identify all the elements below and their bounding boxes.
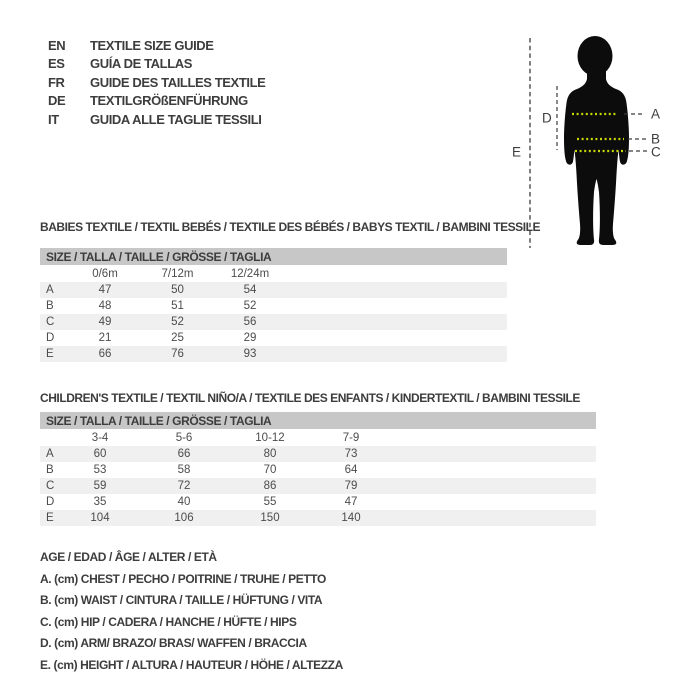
value-cell: 49 <box>98 316 112 328</box>
value-cell: 86 <box>263 480 277 492</box>
legend-waist-line: B. (cm) WAIST / CINTURA / TAILLE / HÜFTUNG / VITA <box>40 593 323 607</box>
value-cell: 140 <box>341 512 361 524</box>
row-label: B <box>46 300 54 312</box>
value-cell: 54 <box>243 284 257 296</box>
guide-title-fr: GUIDE DES TAILLES TEXTILE <box>90 74 266 90</box>
language-code: EN <box>48 37 66 53</box>
age-column: 12/24m <box>230 267 270 280</box>
age-column: 7/12m <box>161 267 194 280</box>
value-cell: 73 <box>344 448 358 460</box>
value-cell: 106 <box>174 512 194 524</box>
table-row <box>40 510 596 526</box>
value-cell: 52 <box>171 316 184 328</box>
value-cell: 47 <box>344 496 358 508</box>
age-column: 5-6 <box>175 431 193 444</box>
value-cell: 64 <box>344 464 358 476</box>
row-label: C <box>46 316 55 328</box>
value-cell: 29 <box>243 332 257 344</box>
row-label: D <box>46 332 55 344</box>
age-column: 7-9 <box>342 431 360 444</box>
row-label: D <box>46 496 55 508</box>
language-code: ES <box>48 56 65 72</box>
language-row-it <box>48 110 265 129</box>
value-cell: 55 <box>263 496 277 508</box>
babies-age-row <box>40 265 507 282</box>
value-cell: 58 <box>177 464 191 476</box>
row-label: B <box>46 464 54 476</box>
arm-label: D <box>542 110 552 126</box>
value-cell: 104 <box>90 512 110 524</box>
children-size-table <box>40 412 596 526</box>
value-cell: 35 <box>93 496 107 508</box>
guide-title-de: TEXTILGRÖßENFÜHRUNG <box>90 93 248 109</box>
language-row-es <box>48 55 265 74</box>
chest-label: A <box>651 106 661 122</box>
row-label: E <box>46 348 54 360</box>
babies-size-header: SIZE / TALLA / TAILLE / GRÖSSE / TAGLIA <box>40 248 507 265</box>
legend-hip-line: C. (cm) HIP / CADERA / HANCHE / HÜFTE / HIPS <box>40 614 297 629</box>
measurement-legend <box>40 547 343 676</box>
language-row-de <box>48 92 265 111</box>
child-silhouette <box>564 36 629 245</box>
hip-label: C <box>651 144 661 160</box>
guide-title-it: GUIDA ALLE TAGLIE TESSILI <box>90 111 262 127</box>
value-cell: 40 <box>177 496 191 508</box>
legend-height-line: E. (cm) HEIGHT / ALTURA / HAUTEUR / HÖHE / ALTEZZA <box>40 657 343 672</box>
table-row <box>40 298 507 314</box>
table-row <box>40 446 596 462</box>
value-cell: 60 <box>93 448 107 460</box>
table-row <box>40 330 507 346</box>
row-label: E <box>46 512 54 524</box>
language-row-en <box>48 36 265 55</box>
language-code: IT <box>48 111 59 127</box>
waist-label: B <box>651 131 661 147</box>
value-cell: 52 <box>243 300 257 312</box>
babies-table-title: BABIES TEXTILE / TEXTIL BEBÉS / TEXTILE DES BÉBÉS / BABYS TEXTIL / BAMBINI TESSILE <box>40 220 541 234</box>
value-cell: 76 <box>171 348 184 360</box>
value-cell: 50 <box>171 284 184 296</box>
guide-title-es: GUÍA DE TALLAS <box>90 56 193 72</box>
value-cell: 51 <box>171 300 184 312</box>
row-label: A <box>46 448 54 460</box>
babies-size-table <box>40 248 507 362</box>
value-cell: 21 <box>98 332 112 344</box>
legend-chest-line: A. (cm) CHEST / PECHO / POITRINE / TRUHE / PETTO <box>40 571 326 586</box>
value-cell: 80 <box>263 448 277 460</box>
children-table-title: CHILDREN'S TEXTILE / TEXTIL NIÑO/A / TEXTILE DES ENFANTS / KINDERTEXTIL / BAMBINI TESSILE <box>40 391 580 405</box>
legend-age-line: AGE / EDAD / ÂGE / ALTER / ETÀ <box>40 550 217 564</box>
value-cell: 93 <box>243 348 257 360</box>
children-size-header: SIZE / TALLA / TAILLE / GRÖSSE / TAGLIA <box>40 412 596 429</box>
value-cell: 59 <box>93 480 107 492</box>
language-title-list <box>48 36 265 129</box>
value-cell: 72 <box>177 480 191 492</box>
language-row-fr <box>48 73 265 92</box>
value-cell: 53 <box>93 464 107 476</box>
table-row <box>40 282 507 298</box>
value-cell: 66 <box>98 348 112 360</box>
legend-arm-line: D. (cm) ARM/ BRAZO/ BRAS/ WAFFEN / BRACCIA <box>40 636 307 650</box>
age-column: 0/6m <box>92 267 118 280</box>
guide-title-en: TEXTILE SIZE GUIDE <box>90 37 214 53</box>
children-age-row <box>40 429 596 446</box>
table-row <box>40 314 507 330</box>
age-column: 3-4 <box>91 431 109 444</box>
table-row <box>40 494 596 510</box>
table-row <box>40 346 507 362</box>
row-label: A <box>46 284 54 296</box>
language-code: DE <box>48 93 66 109</box>
value-cell: 47 <box>98 284 112 296</box>
language-code: FR <box>48 74 65 90</box>
age-column: 10-12 <box>255 431 285 444</box>
value-cell: 56 <box>243 316 257 328</box>
table-row <box>40 462 596 478</box>
value-cell: 25 <box>171 332 184 344</box>
height-label: E <box>512 144 522 160</box>
value-cell: 48 <box>98 300 112 312</box>
value-cell: 150 <box>260 512 280 524</box>
value-cell: 70 <box>263 464 277 476</box>
value-cell: 79 <box>344 480 358 492</box>
value-cell: 66 <box>177 448 191 460</box>
row-label: C <box>46 480 55 492</box>
table-row <box>40 478 596 494</box>
